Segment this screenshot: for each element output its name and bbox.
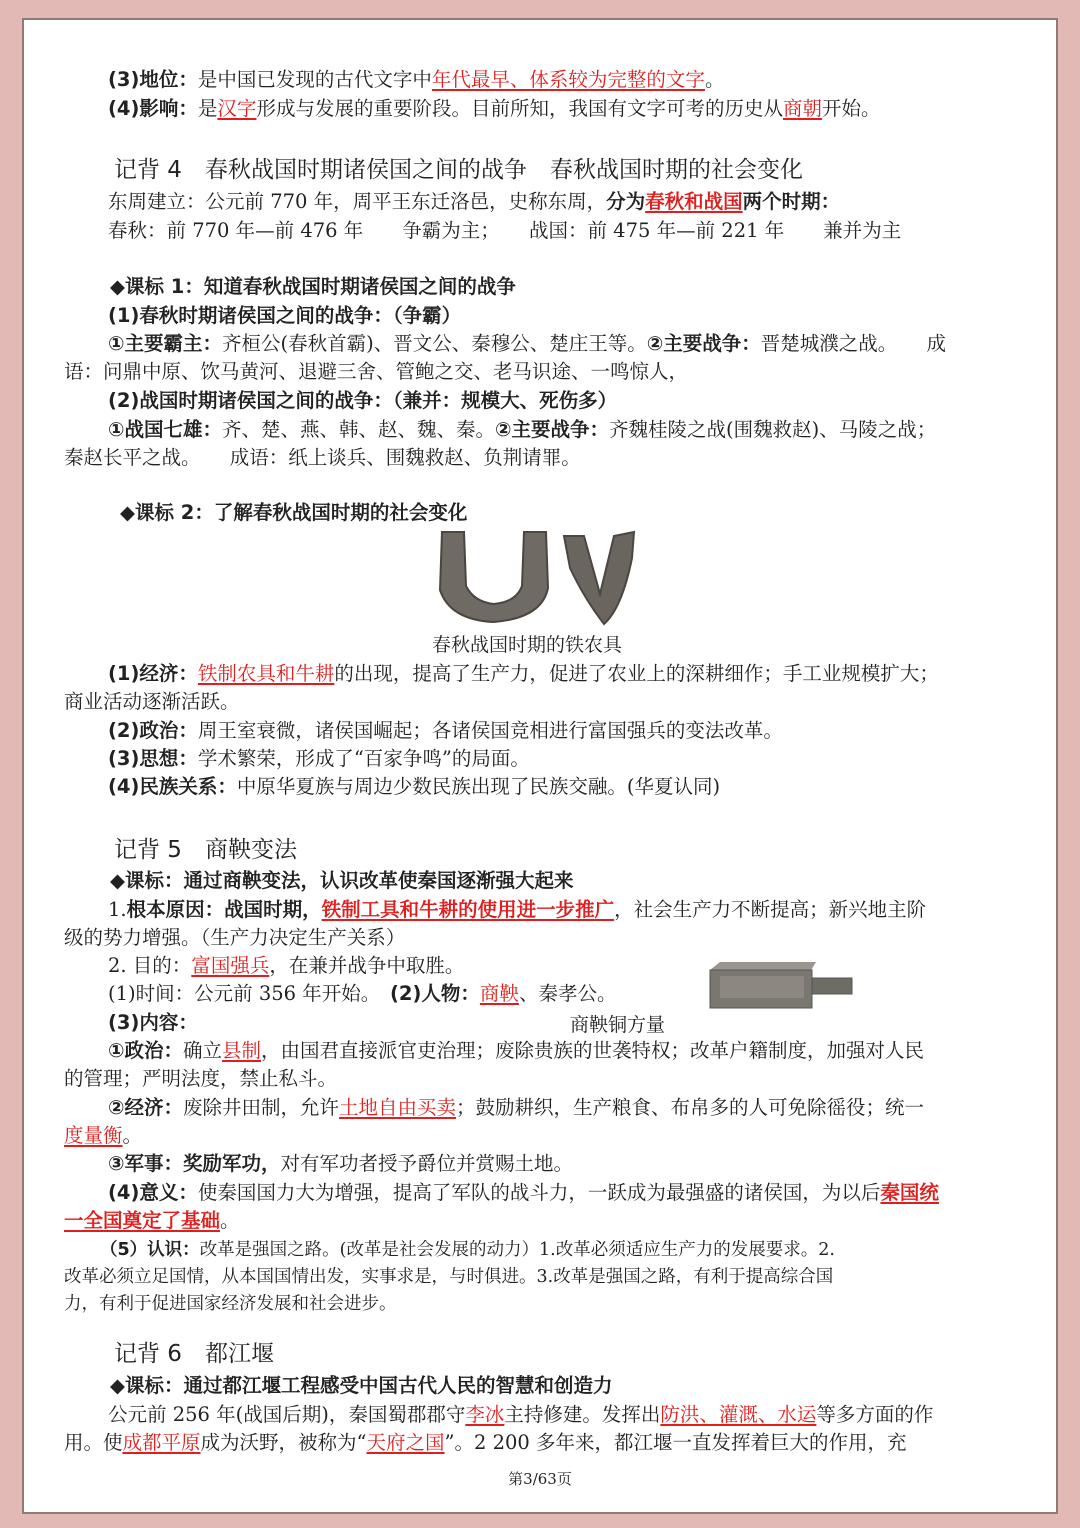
standard-5-heading: ◆课标：通过商鞅变法，认识改革使秦国逐渐强大起来 <box>110 869 574 892</box>
page-number: 第3/63页 <box>508 1470 572 1488</box>
line-status: (3)地位：是中国已发现的古代文字中年代最早、体系较为完整的文字。 <box>108 68 725 91</box>
standard-1-heading: ◆课标 1：知道春秋战国时期诸侯国之间的战争 <box>110 275 516 298</box>
standard-2-heading: ◆课标 2：了解春秋战国时期的社会变化 <box>120 501 468 524</box>
line-idioms-1: 语：问鼎中原、饮马黄河、退避三舍、管鲍之交、老马识途、一鸣惊人， <box>64 360 689 383</box>
line-seven-powers: ①战国七雄：齐、楚、燕、韩、赵、魏、秦。②主要战争：齐魏桂陵之战(围魏救赵)、马陵之战； <box>108 418 937 441</box>
line-reform-politics: ①政治：确立县制，由国君直接派官吏治理；废除贵族的世袭特权；改革户籍制度，加强对人民 <box>108 1039 925 1062</box>
section-heading-4: 记背 4 春秋战国时期诸侯国之间的战争 春秋战国时期的社会变化 <box>114 157 803 183</box>
line-reform-economy: ②经济：废除井田制，允许土地自由买卖；鼓励耕织，生产粮食、布帛多的人可免除徭役；统一 <box>108 1096 925 1119</box>
line-hegemons: ①主要霸主：齐桓公(春秋首霸)、晋文公、秦穆公、楚庄王等。②主要战争：晋楚城濮之战。 成 <box>108 332 947 355</box>
line-dujiangyan: 公元前 256 年(战国后期)，秦国蜀郡郡守李冰主持修建。发挥出防洪、灌溉、水运等多方面的作 <box>108 1403 934 1426</box>
iron-tools-image <box>434 528 644 626</box>
line-content: (3)内容： <box>108 1011 198 1034</box>
line-ethnic-relations: (4)民族关系：中原华夏族与周边少数民族出现了民族交融。(华夏认同) <box>108 775 721 798</box>
line-root-cause-cont: 级的势力增强。（生产力决定生产关系） <box>64 926 406 949</box>
line-time-person: (1)时间：公元前 356 年开始。 (2)人物：商鞅、秦孝公。 <box>108 982 617 1005</box>
line-spring-autumn-wars: (1)春秋时期诸侯国之间的战争：（争霸） <box>108 304 462 327</box>
line-warring-states-wars: (2)战国时期诸侯国之间的战争：（兼并：规模大、死伤多） <box>108 389 618 412</box>
line-understanding: （5）认识：改革是强国之路。(改革是社会发展的动力）1.改革必须适应生产力的发展要求。2. <box>100 1240 835 1260</box>
line-economy: (1)经济：铁制农具和牛耕的出现，提高了生产力，促进了农业上的深耕细作；手工业规模扩大； <box>108 662 939 685</box>
line-understanding-end: 力，有利于促进国家经济发展和社会进步。 <box>64 1294 397 1314</box>
bronze-measure-image <box>706 960 856 1010</box>
line-root-cause: 1.根本原因：战国时期，铁制工具和牛耕的使用进一步推广，社会生产力不断提高；新兴地主阶 <box>108 898 927 921</box>
line-understanding-cont: 改革必须立足国情，从本国国情出发，实事求是，与时俱进。3.改革是强国之路，有利于提高综合国 <box>64 1267 834 1287</box>
figure-caption-measure: 商鞅铜方量 <box>570 1014 666 1036</box>
line-reform-politics-cont: 的管理；严明法度，禁止私斗。 <box>64 1067 338 1090</box>
line-idioms-2: 秦赵长平之战。 成语：纸上谈兵、围魏救赵、负荆请罪。 <box>64 446 581 469</box>
line-significance: (4)意义：使秦国国力大为增强，提高了军队的战斗力，一跃成为最强盛的诸侯国，为以后秦国统 <box>108 1181 939 1204</box>
line-significance-cont: 一全国奠定了基础。 <box>64 1209 240 1232</box>
line-periods: 春秋：前 770 年—前 476 年 争霸为主； 战国：前 475 年—前 221 年 兼并为主 <box>108 219 902 242</box>
line-dujiangyan-cont: 用。使成都平原成为沃野，被称为“天府之国”。2 200 多年来，都江堰一直发挥着巨大的作用，充 <box>64 1431 907 1454</box>
line-influence: (4)影响：是汉字形成与发展的重要阶段。目前所知，我国有文字可考的历史从商朝开始。 <box>108 97 881 120</box>
section-heading-6: 记背 6 都江堰 <box>114 1341 274 1367</box>
line-reform-economy-cont: 度量衡。 <box>64 1124 143 1147</box>
line-politics: (2)政治：周王室衰微，诸侯国崛起；各诸侯国竞相进行富国强兵的变法改革。 <box>108 719 783 742</box>
page-sheet <box>22 18 1058 1514</box>
line-commerce: 商业活动逐渐活跃。 <box>64 690 240 713</box>
line-eastern-zhou: 东周建立：公元前 770 年，周平王东迁洛邑，史称东周，分为春秋和战国两个时期： <box>108 190 841 213</box>
line-thought: (3)思想：学术繁荣，形成了“百家争鸣”的局面。 <box>108 747 530 770</box>
line-reform-military: ③军事：奖励军功，对有军功者授予爵位并赏赐土地。 <box>108 1152 574 1175</box>
figure-caption-iron-tools: 春秋战国时期的铁农具 <box>432 634 623 656</box>
line-purpose: 2. 目的：富国强兵，在兼并战争中取胜。 <box>108 954 465 977</box>
standard-6-heading: ◆课标：通过都江堰工程感受中国古代人民的智慧和创造力 <box>110 1374 613 1397</box>
section-heading-5: 记背 5 商鞅变法 <box>114 837 297 863</box>
